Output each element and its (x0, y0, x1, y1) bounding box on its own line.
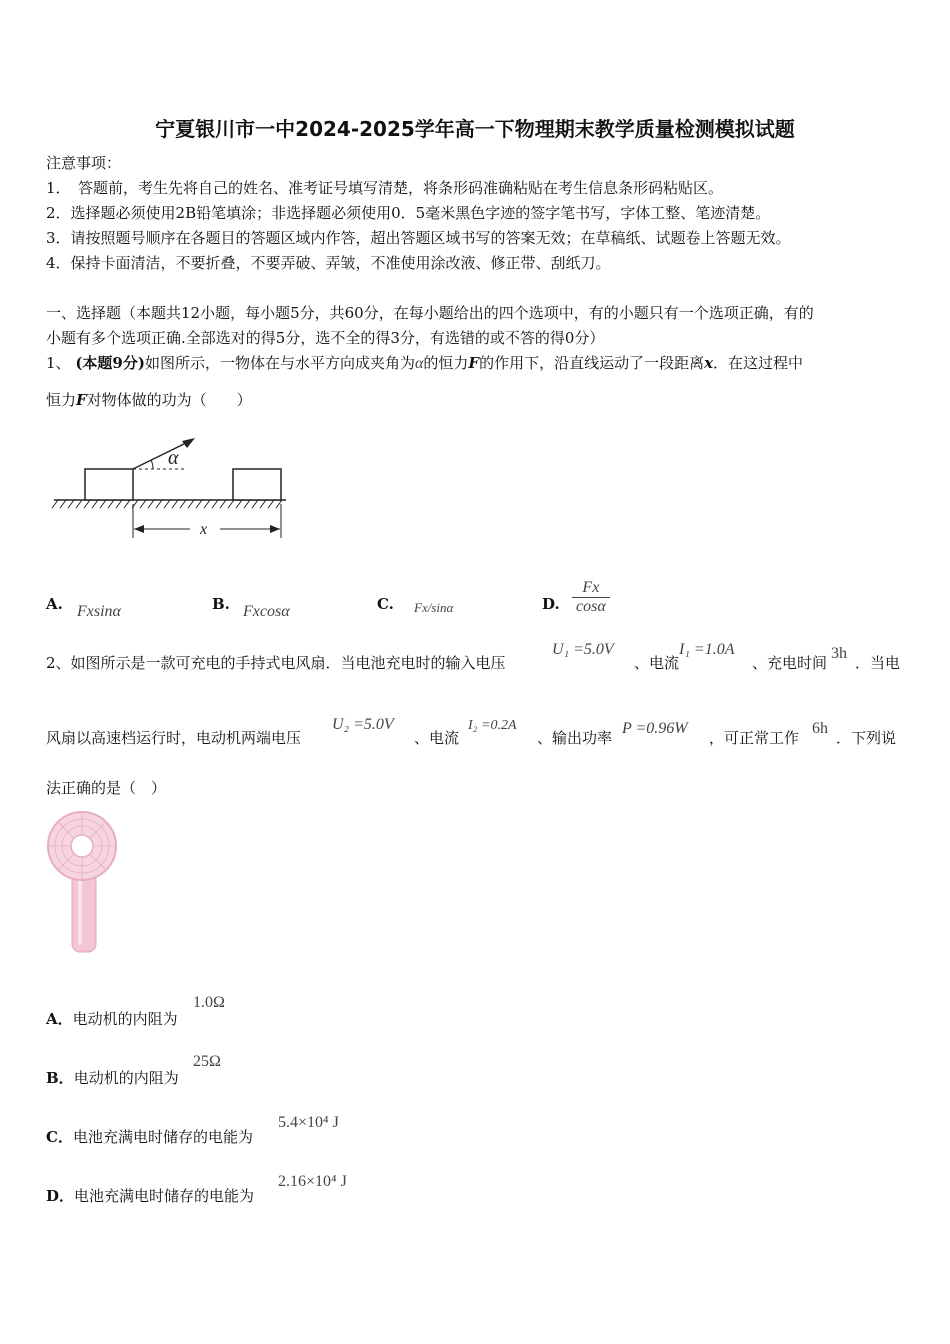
q1-option-d-denominator: cosα (576, 598, 606, 615)
q2-line-2-text-d: ，可正常工作 (709, 729, 800, 747)
notice-heading: 注意事项： (46, 154, 122, 172)
page-title: 宁夏银川市一中2024-2025学年高一下物理期末教学质量检测模拟试题 (155, 117, 795, 141)
q2-line-1-text-a: 2、如图所示是一款可充电的手持式电风扇．当电池充电时的输入电压 (46, 654, 506, 672)
q1-option-c-label: C. (377, 595, 394, 613)
q2-option-c-label: C． (46, 1128, 73, 1146)
q1-line2-a: 恒力 (46, 391, 77, 409)
force-arrowhead (182, 438, 195, 448)
q1-option-d-expr (572, 579, 610, 616)
q1-line2-b: 对物体做的功为（ ） (86, 391, 252, 409)
q2-line-1-text-b: 、电流 (634, 654, 680, 672)
q2-line-2-text-a: 风扇以高速档运行时，电动机两端电压 (46, 729, 302, 747)
q2-option-d (46, 1185, 254, 1206)
q2-option-c-text: 电池充满电时储存的电能为 (72, 1128, 253, 1146)
q1-force-symbol: F (468, 354, 480, 372)
q2-work-time: 6h (812, 720, 828, 737)
q1-line-2 (46, 389, 252, 410)
q1-text-d: ．在这过程中 (713, 354, 804, 372)
q2-line-2-text-c: 、输出功率 (537, 729, 613, 747)
block-end (233, 469, 281, 500)
block-start (85, 469, 133, 500)
q1-number: 1、 (46, 354, 71, 372)
q2-option-c-value: 5.4×10⁴ J (278, 1114, 339, 1131)
q1-option-d-numerator: Fx (572, 579, 610, 598)
q2-U2: U₂ =5.0V (332, 716, 394, 733)
q1-force-symbol-2: F (76, 391, 87, 409)
q2-option-a-value: 1.0Ω (193, 994, 225, 1011)
q2-I1: I₁ =1.0A (679, 641, 735, 658)
q2-line-3: 法正确的是（ ） (46, 779, 167, 797)
q1-distance-symbol: x (704, 354, 714, 372)
q1-option-b-expr: Fxcosα (243, 603, 290, 620)
q1-text-a: 如图所示，一物体在与水平方向成夹角为 (144, 354, 415, 372)
q2-line-1-text-c: 、充电时间 (752, 654, 828, 672)
distance-arrow-left (134, 525, 144, 533)
q2-option-d-label: D． (46, 1187, 75, 1205)
q1-tag: (本题9分) (75, 354, 145, 372)
notice-item-3: 3．请按照题号顺序在各题目的答题区域内作答，超出答题区域书写的答案无效；在草稿纸、试题卷上答题无效。 (46, 229, 791, 247)
q2-option-d-value: 2.16×10⁴ J (278, 1173, 347, 1190)
notice-item-2: 2．选择题必须使用2B铅笔填涂；非选择题必须使用0．5毫米黑色字迹的签字笔书写，字体工整、笔迹清楚。 (46, 204, 771, 222)
q2-option-a (46, 1008, 178, 1029)
notice-item-1: 1． 答题前，考生先将自己的姓名、准考证号填写清楚，将条形码准确粘贴在考生信息条形码粘贴区。 (46, 179, 724, 197)
notice-item-4: 4．保持卡面清洁，不要折叠，不要弄破、弄皱，不准使用涂改液、修正带、刮纸刀。 (46, 254, 611, 272)
q2-U1: U₁ =5.0V (552, 641, 614, 658)
q2-charge-time: 3h (831, 645, 847, 662)
q1-alpha: α (414, 355, 424, 372)
section-heading-line-2: 小题有多个选项正确.全部选对的得5分，选不全的得3分，有选错的或不答的得0分） (46, 329, 605, 347)
fan-handle (72, 870, 96, 952)
q1-line-1 (46, 352, 803, 373)
q2-option-c (46, 1126, 253, 1147)
q2-line-1-text-d: ．当电 (855, 654, 901, 672)
q2-option-a-label: A． (46, 1010, 73, 1028)
q2-option-b-label: B． (46, 1069, 74, 1087)
fan-handle-highlight (78, 875, 82, 945)
q1-option-a-label: A. (46, 595, 63, 613)
figure-x-label: x (200, 521, 208, 538)
q2-line-2-text-b: 、电流 (414, 729, 460, 747)
q1-option-b-label: B. (212, 595, 230, 613)
q2-line-2-text-e: ．下列说 (836, 729, 897, 747)
q1-figure-force-diagram (50, 428, 290, 546)
q1-text-b: 的恒力 (423, 354, 469, 372)
q2-option-b (46, 1067, 179, 1088)
q1-option-d-label: D. (542, 595, 560, 613)
ground-surface (52, 500, 286, 508)
force-vector (133, 442, 188, 469)
q2-power: P =0.96W (622, 720, 688, 737)
q2-option-b-value: 25Ω (193, 1053, 221, 1070)
section-heading-line-1: 一、选择题（本题共12小题，每小题5分，共60分，在每小题给出的四个选项中，有的小题只有一个选项正确，有的 (46, 304, 814, 322)
q2-option-b-text: 电动机的内阻为 (73, 1069, 179, 1087)
q2-I2: I₂ =0.2A (468, 718, 517, 733)
q2-option-a-text: 电动机的内阻为 (72, 1010, 178, 1028)
q1-option-a-expr: Fxsinα (77, 603, 121, 620)
figure-alpha-label: α (168, 447, 179, 469)
angle-arc (151, 460, 153, 469)
q2-option-d-text: 电池充满电时储存的电能为 (74, 1187, 255, 1205)
distance-arrow-right (270, 525, 280, 533)
fan-hub (71, 835, 93, 857)
q2-figure-handheld-fan (44, 810, 124, 955)
q1-text-c: 的作用下，沿直线运动了一段距离 (479, 354, 705, 372)
q1-option-c-expr: Fx/sinα (414, 600, 454, 615)
